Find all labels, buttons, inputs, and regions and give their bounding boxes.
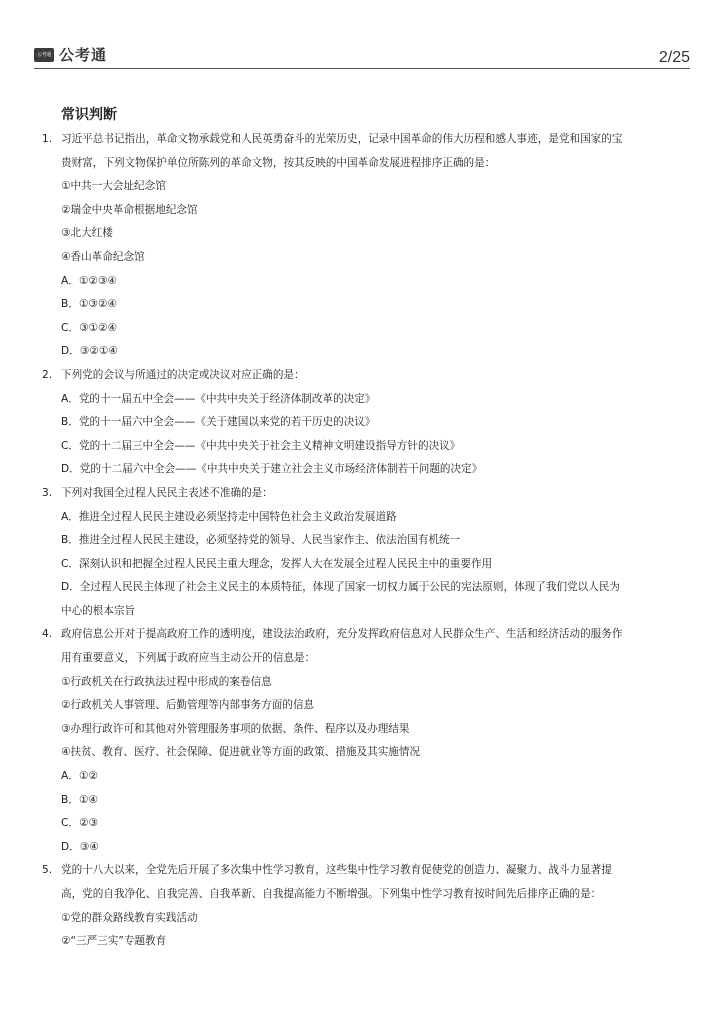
question-2-stem-line — [0, 364, 724, 388]
section-title: 常识判断 — [61, 107, 117, 123]
question-text: 高，党的自我净化、自我完善、自我革新、自我提高能力不断增强。下列集中性学习教育按时间先后排序正确的是： — [61, 888, 602, 900]
question-3-option — [0, 529, 724, 553]
item-text: ③办理行政许可和其他对外管理服务事项的依据、条件、程序以及办理结果 — [61, 722, 410, 735]
question-4-item — [0, 671, 724, 695]
logo-text: 公考通 — [59, 46, 108, 64]
item-text: ④扶贫、教育、医疗、社会保障、促进就业等方面的政策、措施及其实施情况 — [61, 746, 421, 759]
question-4-option — [0, 836, 724, 860]
item-text: ②瑞金中央革命根据地纪念馆 — [61, 203, 198, 216]
option-text: B．党的十一届六中全会——《关于建国以来党的若干历史的决议》 — [61, 416, 376, 429]
question-1-option — [0, 317, 724, 341]
question-number: 3. — [42, 486, 53, 499]
question-3-option — [0, 553, 724, 577]
page-number: 2/25 — [658, 49, 690, 66]
question-text: 政府信息公开对于提高政府工作的透明度，建设法治政府，充分发挥政府信息对人民群众生产、生活和经济活动的服务作 — [61, 628, 623, 641]
question-1-item — [0, 246, 724, 270]
question-5-item — [0, 930, 724, 954]
question-3-option — [0, 506, 724, 530]
item-text: ①中共一大会址纪念馆 — [61, 180, 166, 193]
question-4-option — [0, 812, 724, 836]
option-text: 中心的根本宗旨 — [61, 604, 136, 617]
logo — [34, 44, 107, 65]
question-3-stem-line — [0, 482, 724, 506]
question-2-option — [0, 458, 724, 482]
question-number: 4. — [42, 628, 53, 641]
option-text: C．党的十二届三中全会——《中共中央关于社会主义精神文明建设指导方针的决议》 — [61, 439, 461, 452]
question-2-option — [0, 435, 724, 459]
question-1-item — [0, 222, 724, 246]
option-text: C．深刻认识和把握全过程人民民主重大理念，发挥人大在发展全过程人民民主中的重要作用 — [61, 557, 493, 570]
question-text: 下列党的会议与所通过的决定或决议对应正确的是： — [61, 368, 305, 381]
question-4-item — [0, 718, 724, 742]
question-4-item — [0, 741, 724, 765]
option-text: C．③①②④ — [61, 321, 117, 334]
question-number: 1. — [42, 133, 53, 145]
question-4-option — [0, 789, 724, 813]
question-1-option — [0, 270, 724, 294]
item-text: ②行政机关人事管理、后勤管理等内部事务方面的信息 — [61, 699, 315, 712]
option-text: A．①②③④ — [61, 274, 117, 287]
question-1-item — [0, 175, 724, 199]
question-text: 用有重要意义，下列属于政府应当主动公开的信息是： — [61, 652, 316, 665]
item-text: ②“三严三实”专题教育 — [61, 935, 167, 948]
question-number: 2. — [42, 368, 53, 381]
option-text: D．③④ — [61, 840, 99, 853]
question-3-option — [0, 600, 724, 624]
question-text: 下列对我国全过程人民民主表述不准确的是： — [61, 486, 273, 499]
question-number: 5. — [42, 864, 53, 877]
question-text: 党的十八大以来，全党先后开展了多次集中性学习教育，这些集中性学习教育促使党的创造力、凝聚力、战斗力显著提 — [61, 864, 612, 877]
question-list — [0, 128, 724, 954]
option-text: B．①④ — [61, 793, 98, 806]
question-1-item — [0, 199, 724, 223]
item-text: ④香山革命纪念馆 — [61, 250, 145, 263]
question-text: 贵财富，下列文物保护单位所陈列的革命文物，按其反映的中国革命发展进程排序正确的是： — [61, 156, 496, 169]
item-text: ①党的群众路线教育实践活动 — [61, 911, 198, 924]
question-1-option — [0, 293, 724, 317]
option-text: D．③②①④ — [61, 345, 118, 358]
question-5-stem-line — [0, 883, 724, 907]
page-header — [34, 40, 690, 69]
question-4-stem-line — [0, 647, 724, 671]
question-3-option — [0, 576, 724, 600]
question-2-option — [0, 411, 724, 435]
question-5-item — [0, 907, 724, 931]
item-text: ③北大红楼 — [61, 227, 113, 240]
question-text: 习近平总书记指出，革命文物承载党和人民英勇奋斗的光荣历史，记录中国革命的伟大历程和感人事迹，是党和国家的宝 — [61, 133, 623, 145]
question-5-stem-line — [0, 859, 724, 883]
logo-icon: 公考通 — [34, 48, 54, 62]
item-text: ①行政机关在行政执法过程中形成的案卷信息 — [61, 675, 272, 688]
option-text: A．推进全过程人民民主建设必须坚持走中国特色社会主义政治发展道路 — [61, 510, 397, 523]
option-text: A．①② — [61, 770, 98, 783]
question-4-option — [0, 765, 724, 789]
question-4-stem-line — [0, 623, 724, 647]
option-text: C．②③ — [61, 817, 98, 830]
question-1-stem-line — [0, 128, 724, 152]
option-text: B．推进全过程人民民主建设，必须坚持党的领导、人民当家作主、依法治国有机统一 — [61, 534, 461, 547]
option-text: D．党的十二届六中全会——《中共中央关于建立社会主义市场经济体制若干问题的决定》 — [61, 463, 483, 476]
question-4-item — [0, 694, 724, 718]
question-1-option — [0, 340, 724, 364]
option-text: D．全过程人民民主体现了社会主义民主的本质特征，体现了国家一切权力属于公民的宪法原则，体现了我们党以人民为 — [61, 581, 621, 594]
question-1-stem-line — [0, 152, 724, 176]
question-2-option — [0, 388, 724, 412]
option-text: B．①③②④ — [61, 298, 117, 311]
option-text: A．党的十一届五中全会——《中共中央关于经济体制改革的决定》 — [61, 392, 376, 405]
